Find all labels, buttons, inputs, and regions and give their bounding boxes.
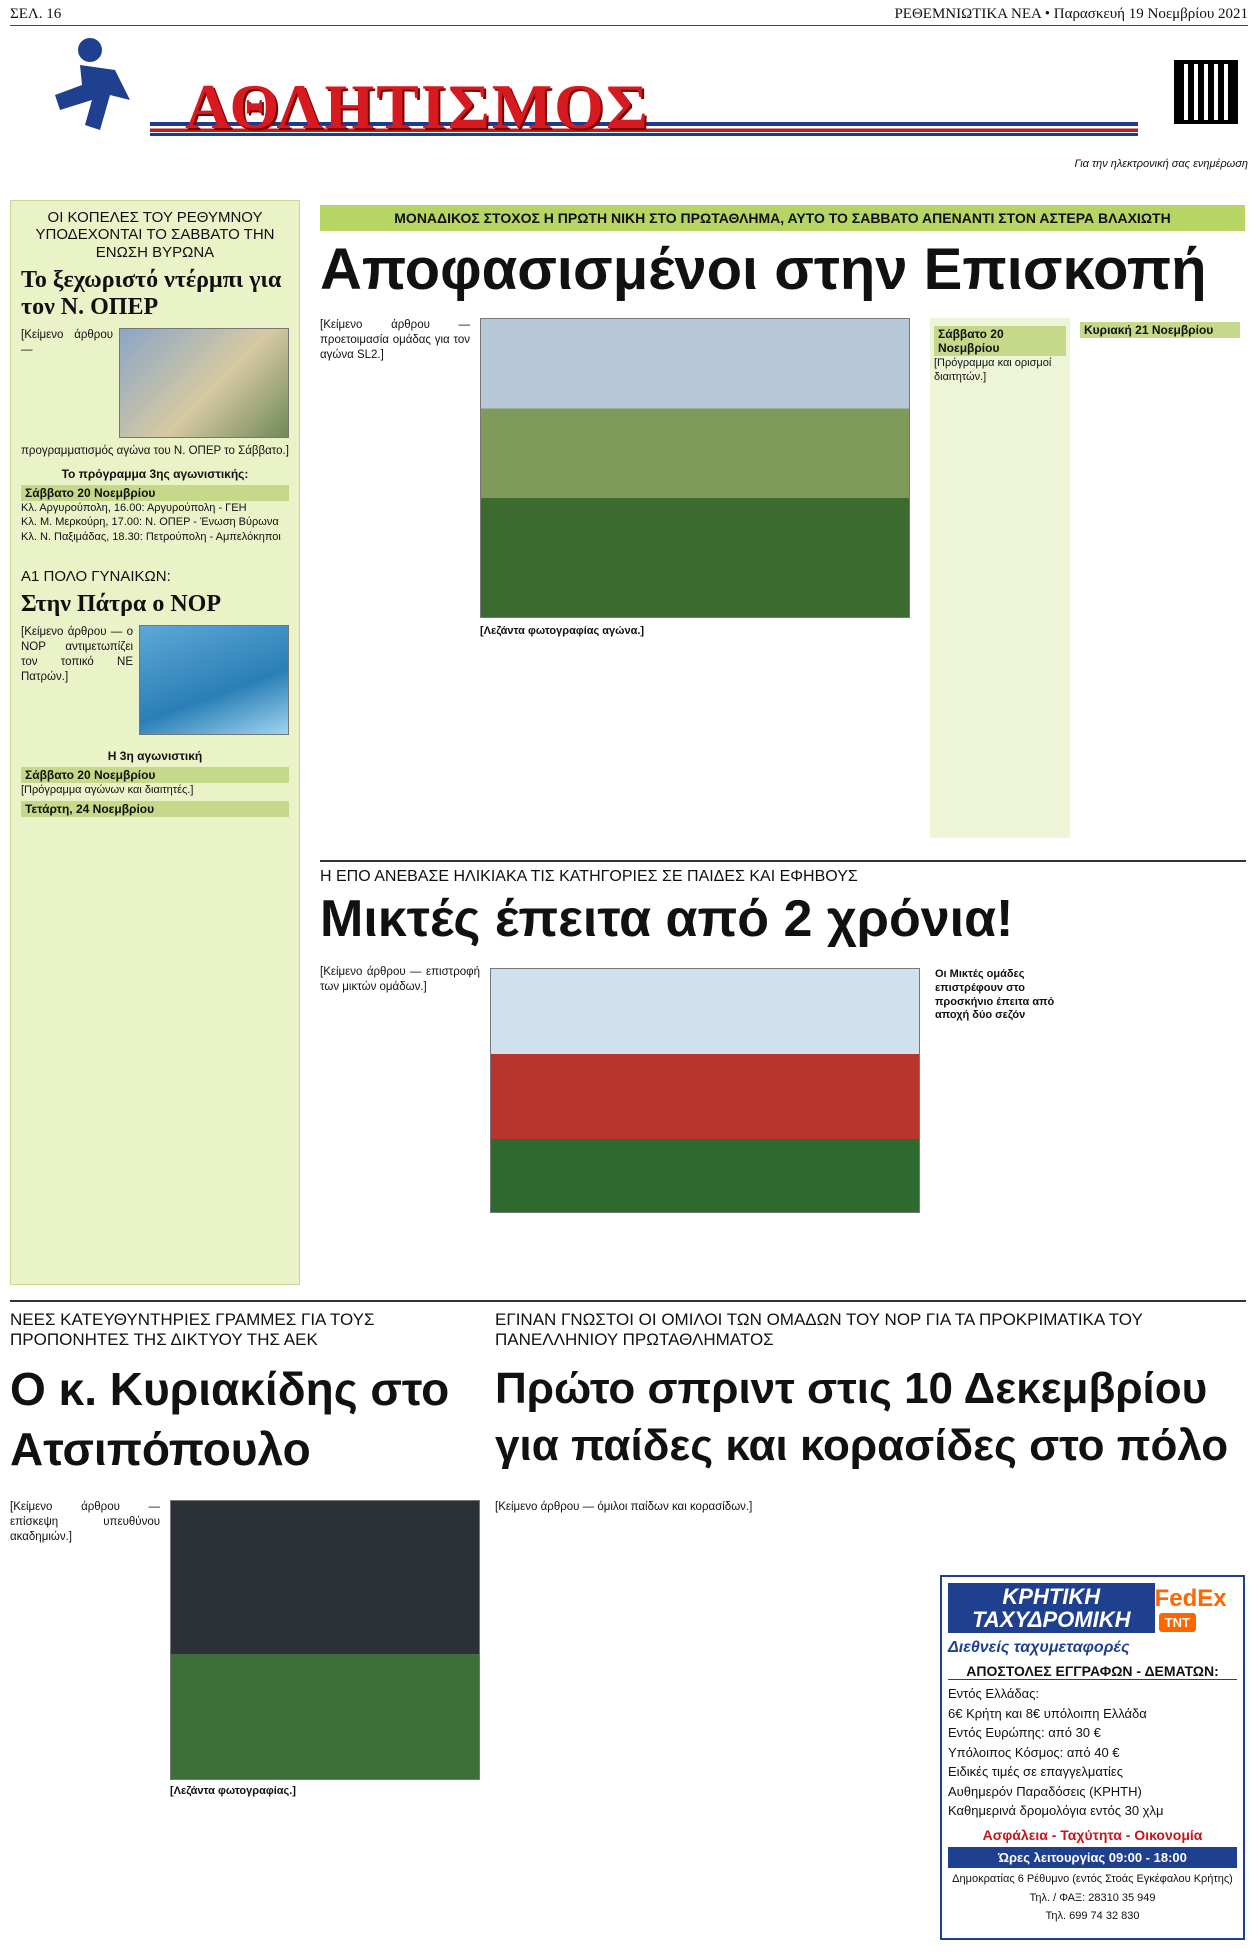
story1-headline: Αποφασισμένοι στην Επισκοπή xyxy=(320,240,1207,302)
story3-headline: Ο κ. Κυριακίδης στο Ατσιπόπουλο xyxy=(10,1363,450,1475)
story2-photo xyxy=(490,968,920,1213)
qr-code-icon[interactable] xyxy=(1174,60,1238,124)
story2-body: [Κείμενο άρθρου — επιστροφή των μικτών ομάδων.] xyxy=(320,966,480,994)
issue-line: ΡΕΘΕΜΝΙΩΤΙΚΑ ΝΕΑ • Παρασκευή 19 Νοεμβρίου 2021 xyxy=(894,6,1248,22)
ad-address: Δημοκρατίας 6 Ρέθυμνο (εντός Στοάς Εγκέφαλου Κρήτης) xyxy=(952,1872,1233,1885)
story1-body: [Κείμενο άρθρου — προετοιμασία ομάδας για τον αγώνα SL2.] xyxy=(320,319,470,362)
ad-row: Καθημερινά δρομολόγια εντός 30 χλμ xyxy=(948,1803,1164,1819)
story4-headline: Πρώτο σπριντ στις 10 Δεκεμβρίου για παίδες και κορασίδες στο πόλο xyxy=(495,1364,1229,1471)
runner-icon xyxy=(20,30,170,140)
schedule-note: [Πρόγραμμα αγώνων και διαιτητές.] xyxy=(21,783,194,796)
story2-kicker: Η ΕΠΟ ΑΝΕΒΑΣΕ ΗΛΙΚΙΑΚΑ ΤΙΣ ΚΑΤΗΓΟΡΙΕΣ ΣΕ ΠΑΙΔΕΣ ΚΑΙ ΕΦΗΒΟΥΣ xyxy=(320,868,858,885)
story1-band: ΜΟΝΑΔΙΚΟΣ ΣΤΟΧΟΣ Η ΠΡΩΤΗ ΝΙΚΗ ΣΤΟ ΠΡΩΤΑΘΛΗΜΑ, ΑΥΤΟ ΤΟ ΣΑΒΒΑΤΟ ΑΠΕΝΑΝΤΙ ΣΤΟΝ ΑΣΤΕΡΑ ΒΛΑΧΙΩΤΗ xyxy=(320,205,1245,237)
story1-photo xyxy=(480,318,910,618)
left-schedule-1-title: Το πρόγραμμα 3ης αγωνιστικής: xyxy=(61,467,249,482)
section-masthead xyxy=(10,30,1248,170)
left-schedule-2-date: Σάββατο 20 Νοεμβρίου xyxy=(21,767,289,783)
story3-kicker: ΝΕΕΣ ΚΑΤΕΥΘΥΝΤΗΡΙΕΣ ΓΡΑΜΜΕΣ ΓΙΑ ΤΟΥΣ ΠΡΟΠΟΝΗΤΕΣ ΤΗΣ ΔΙΚΤΥΟΥ ΤΗΣ ΑΕΚ xyxy=(10,1310,375,1349)
fedex-logo: FedEx xyxy=(1154,1584,1227,1612)
left-column xyxy=(10,200,300,1285)
qr-caption: Για την ηλεκτρονική σας ενημέρωση xyxy=(1074,158,1248,170)
rule xyxy=(10,1300,1246,1302)
ad-brand: ΚΡΗΤΙΚΗ ΤΑΧΥΔΡΟΜΙΚΗ xyxy=(948,1583,1155,1633)
ad-row: Ειδικές τιμές σε επαγγελματίες xyxy=(948,1764,1123,1780)
schedule-line: Κλ. Ν. Παξιμάδας, 18.30: Πετρούπολη - Αμπελόκηποι xyxy=(21,530,281,543)
ad-row: Εντός Ευρώπης: από 30 € xyxy=(948,1725,1101,1741)
story1-schedule-2: Κυριακή 21 Νοεμβρίου xyxy=(1080,318,1240,838)
ad-row: Εντός Ελλάδας: xyxy=(948,1686,1040,1702)
ad-mobile[interactable]: Τηλ. 699 74 32 830 xyxy=(1045,1910,1140,1923)
left-kicker-1: ΟΙ ΚΟΠΕΛΕΣ ΤΟΥ ΡΕΘΥΜΝΟΥ ΥΠΟΔΕΧΟΝΤΑΙ ΤΟ ΣΑΒΒΑΤΟ ΤΗΝ ΕΝΩΣΗ ΒΥΡΩΝΑ xyxy=(35,209,275,261)
left-schedule-2-title: Η 3η αγωνιστική xyxy=(107,748,203,763)
ad-phone[interactable]: Τηλ. / ΦΑΞ: 28310 35 949 xyxy=(1029,1891,1156,1904)
story3-photo xyxy=(170,1500,480,1780)
story4-body: [Κείμενο άρθρου — όμιλοι παίδων και κορασίδων.] xyxy=(495,1501,753,1513)
ad-safety: Ασφάλεια - Ταχύτητα - Οικονομία xyxy=(982,1826,1203,1843)
left-headline-2: Στην Πάτρα ο ΝΟΡ xyxy=(21,591,221,618)
story2-caption: Οι Μικτές ομάδες επιστρέφουν στο προσκήνιο έπειτα από αποχή δύο σεζόν xyxy=(935,968,1055,1022)
story1-caption: [Λεζάντα φωτογραφίας αγώνα.] xyxy=(480,625,645,637)
schedule-line: Κλ. Αργυρούπολη, 16.00: Αργυρούπολη - ΓΕΗ xyxy=(21,502,247,515)
left-kicker-2: Α1 ΠΟΛΟ ΓΥΝΑΙΚΩΝ: xyxy=(21,568,171,585)
ad-hours: Ώρες λειτουργίας 09:00 - 18:00 xyxy=(948,1847,1237,1868)
left-body-2: [Κείμενο άρθρου — ο ΝΟΡ αντιμετωπίζει τον τοπικό ΝΕ Πατρών.] xyxy=(21,625,133,684)
story1-schedule: Σάββατο 20 Νοεμβρίου [Πρόγραμμα και ορισμοί διαιτητών.] xyxy=(930,318,1070,838)
left-headline-1: Το ξεχωριστό ντέρμπι για τον Ν. ΟΠΕΡ xyxy=(21,266,282,321)
rule xyxy=(320,860,1246,862)
ad-row: Αυθημερόν Παραδόσεις (ΚΡΗΤΗ) xyxy=(948,1783,1142,1799)
ad-row: 6€ Κρήτη και 8€ υπόλοιπη Ελλάδα xyxy=(948,1705,1147,1721)
left-schedule-1-date: Σάββατο 20 Νοεμβρίου xyxy=(21,485,289,501)
ad-header: ΑΠΟΣΤΟΛΕΣ ΕΓΓΡΑΦΩΝ - ΔΕΜΑΤΩΝ: xyxy=(948,1663,1237,1680)
story2-headline: Μικτές έπειτα από 2 χρόνια! xyxy=(320,892,1014,948)
tnt-logo: TNT xyxy=(1159,1613,1196,1632)
ad-tagline: Διεθνείς ταχυμεταφορές xyxy=(948,1639,1130,1657)
ad-row: Υπόλοιπος Κόσμος: από 40 € xyxy=(948,1744,1120,1760)
left-body-1: [Κείμενο άρθρου — προγραμματισμός αγώνα του Ν. ΟΠΕΡ το Σάββατο.] xyxy=(21,328,289,457)
story4-kicker: ΕΓΙΝΑΝ ΓΝΩΣΤΟΙ ΟΙ ΟΜΙΛΟΙ ΤΩΝ ΟΜΑΔΩΝ ΤΟΥ ΝΟΡ ΓΙΑ ΤΑ ΠΡΟΚΡΙΜΑΤΙΚΑ ΤΟΥ ΠΑΝΕΛΛΗΝΙΟΥ ΠΡΩΤΑΘΛΗΜΑΤΟΣ xyxy=(495,1310,1143,1349)
story3-body: [Κείμενο άρθρου — επίσκεψη υπευθύνου ακαδημιών.] xyxy=(10,1501,160,1544)
schedule-line: Κλ. Μ. Μερκούρη, 17.00: Ν. ΟΠΕΡ - Ένωση Βύρωνα xyxy=(21,516,279,529)
water-polo-photo xyxy=(139,625,289,735)
page-topline xyxy=(10,6,1248,26)
page-number: ΣΕΛ. 16 xyxy=(10,6,62,22)
section-title: ΑΘΛΗΤΙΣΜΟΣ xyxy=(185,71,650,142)
courier-ad[interactable] xyxy=(940,1575,1245,1940)
volleyball-photo xyxy=(119,328,289,438)
story3-caption: [Λεζάντα φωτογραφίας.] xyxy=(170,1785,296,1797)
left-schedule-2-date-2: Τετάρτη, 24 Νοεμβρίου xyxy=(21,801,289,817)
